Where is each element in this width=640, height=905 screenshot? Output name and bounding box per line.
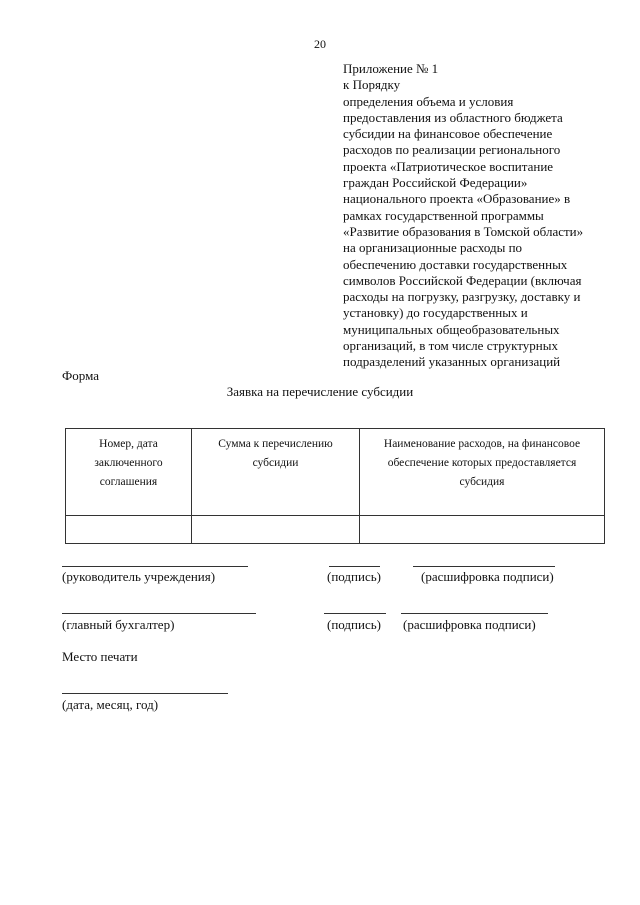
head-name-line <box>62 566 248 567</box>
accountant-signature-line <box>324 613 386 614</box>
appendix-line: определения объема и условия <box>343 93 514 109</box>
appendix-line: муниципальных общеобразовательных <box>343 321 560 337</box>
accountant-decoding-line <box>401 613 548 614</box>
appendix-line: на организационные расходы по <box>343 240 523 256</box>
appendix-line: субсидии на финансовое обеспечение <box>343 126 553 142</box>
subsidy-request-table <box>65 428 605 544</box>
head-signature-caption: (подпись) <box>327 569 381 584</box>
table-row <box>66 516 605 544</box>
accountant-caption: (главный бухгалтер) <box>62 617 175 632</box>
appendix-line: расходы на погрузку, разгрузку, доставку и <box>343 289 581 305</box>
appendix-line: организаций, в том числе структурных <box>343 338 558 354</box>
head-caption: (руководитель учреждения) <box>62 569 216 584</box>
appendix-line: расходов по реализации регионального <box>343 142 561 158</box>
seal-place-label: Место печати <box>62 649 138 664</box>
table-cell[interactable] <box>192 516 360 544</box>
table-cell[interactable] <box>66 516 192 544</box>
accountant-signature-caption: (подпись) <box>327 617 381 632</box>
form-label: Форма <box>62 368 99 383</box>
form-title: Заявка на перечисление субсидии <box>226 384 414 399</box>
accountant-name-line <box>62 613 256 614</box>
appendix-line: подразделений указанных организаций <box>343 354 561 370</box>
column-header-expenses: Наименование расходов, на финансовое обеспечение которых предоставляется субсидия <box>360 429 605 516</box>
appendix-line: обеспечению доставки государственных <box>343 256 568 272</box>
appendix-line: предоставления из областного бюджета <box>343 109 563 125</box>
page-number: 20 <box>314 37 326 51</box>
appendix-line: граждан Российской Федерации» <box>343 175 528 191</box>
appendix-line: «Развитие образования в Томской области» <box>343 223 584 239</box>
appendix-line: установку) до государственных и <box>343 305 528 321</box>
appendix-line: символов Российской Федерации (включая <box>343 272 582 288</box>
head-decoding-line <box>413 566 555 567</box>
appendix-reference <box>343 61 613 371</box>
head-decoding-caption: (расшифровка подписи) <box>421 569 554 584</box>
column-header-amount: Сумма к перечислению субсидии <box>192 429 360 516</box>
accountant-decoding-caption: (расшифровка подписи) <box>403 617 536 632</box>
appendix-line: к Порядку <box>343 77 401 93</box>
appendix-line: рамках государственной программы <box>343 207 544 223</box>
appendix-line: национального проекта «Образование» в <box>343 191 571 207</box>
column-header-agreement: Номер, дата заключенного соглашения <box>66 429 192 516</box>
appendix-line: Приложение № 1 <box>343 61 439 76</box>
date-caption: (дата, месяц, год) <box>62 697 159 712</box>
table-cell[interactable] <box>360 516 605 544</box>
head-signature-line <box>329 566 380 567</box>
date-line <box>62 693 228 694</box>
table-header-row <box>66 429 605 516</box>
appendix-line: проекта «Патриотическое воспитание <box>343 158 554 174</box>
